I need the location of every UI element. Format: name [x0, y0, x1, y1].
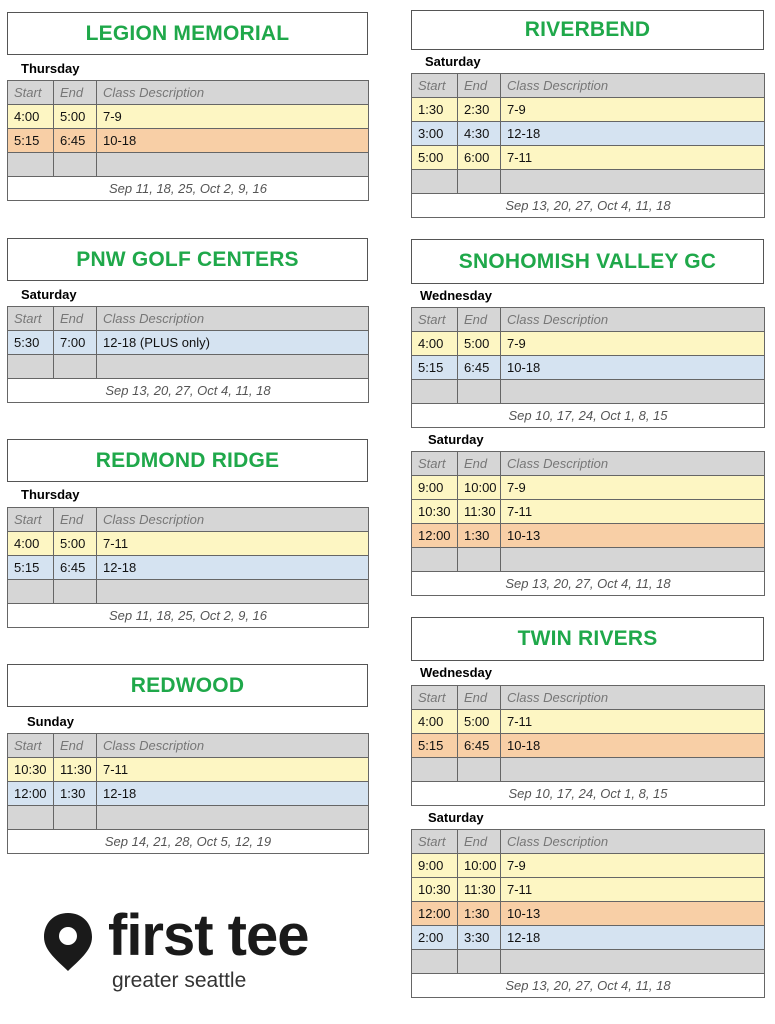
session-dates: Sep 11, 18, 25, Oct 2, 9, 16 [8, 604, 369, 628]
blank-cell [97, 580, 369, 604]
table-row [412, 500, 765, 524]
end-header: End [54, 307, 97, 331]
table-row [8, 532, 369, 556]
session-dates: Sep 13, 20, 27, Oct 4, 11, 18 [8, 379, 369, 403]
blank-cell [501, 950, 765, 974]
location-title: SNOHOMISH VALLEY GC [411, 239, 764, 284]
day-label: Saturday [428, 432, 484, 447]
table-row [8, 782, 369, 806]
blank-row [8, 153, 369, 177]
start-time: 10:30 [412, 500, 458, 524]
description-header: Class Description [501, 830, 765, 854]
blank-cell [501, 758, 765, 782]
table-row [8, 556, 369, 580]
class-description: 10-18 [501, 734, 765, 758]
logo-wordmark: first tee [108, 903, 309, 968]
session-dates: Sep 11, 18, 25, Oct 2, 9, 16 [8, 177, 369, 201]
day-label: Saturday [425, 54, 481, 69]
blank-cell [458, 170, 501, 194]
class-description: 7-9 [501, 332, 765, 356]
dates-row [412, 974, 765, 998]
blank-cell [458, 758, 501, 782]
table-row [412, 710, 765, 734]
class-description: 7-11 [97, 758, 369, 782]
table-row [412, 332, 765, 356]
end-time: 7:00 [54, 331, 97, 355]
class-description: 12-18 [501, 122, 765, 146]
end-header: End [54, 508, 97, 532]
day-label: Saturday [428, 810, 484, 825]
schedule-table [411, 307, 765, 428]
table-row [412, 122, 765, 146]
start-time: 10:30 [8, 758, 54, 782]
end-time: 2:30 [458, 98, 501, 122]
description-header: Class Description [97, 734, 369, 758]
dates-row [8, 604, 369, 628]
start-header: Start [412, 686, 458, 710]
end-time: 6:00 [458, 146, 501, 170]
class-description: 10-18 [97, 129, 369, 153]
start-time: 4:00 [412, 710, 458, 734]
end-time: 6:45 [458, 356, 501, 380]
start-time: 9:00 [412, 476, 458, 500]
end-time: 5:00 [54, 532, 97, 556]
table-row [412, 734, 765, 758]
blank-cell [458, 380, 501, 404]
class-description: 7-9 [501, 854, 765, 878]
start-time: 5:30 [8, 331, 54, 355]
blank-row [412, 380, 765, 404]
table-header-row [8, 734, 369, 758]
table-row [8, 129, 369, 153]
end-time: 5:00 [458, 710, 501, 734]
blank-row [412, 170, 765, 194]
schedule-table [411, 73, 765, 218]
table-row [412, 98, 765, 122]
dates-row [8, 830, 369, 854]
table-row [412, 878, 765, 902]
start-time: 1:30 [412, 98, 458, 122]
end-header: End [458, 74, 501, 98]
location-title: RIVERBEND [411, 10, 764, 50]
start-header: Start [8, 508, 54, 532]
blank-cell [54, 806, 97, 830]
end-time: 11:30 [458, 500, 501, 524]
start-header: Start [8, 307, 54, 331]
start-time: 4:00 [8, 105, 54, 129]
blank-cell [97, 806, 369, 830]
end-header: End [458, 686, 501, 710]
logo-subtitle: greater seattle [112, 969, 247, 992]
start-header: Start [8, 734, 54, 758]
location-pin-icon [42, 911, 94, 973]
class-description: 12-18 [501, 926, 765, 950]
class-description: 10-13 [501, 902, 765, 926]
schedule-table [411, 451, 765, 596]
day-label: Thursday [21, 487, 80, 502]
blank-row [412, 548, 765, 572]
class-description: 7-11 [97, 532, 369, 556]
description-header: Class Description [97, 81, 369, 105]
blank-cell [458, 950, 501, 974]
location-title: REDWOOD [7, 664, 368, 707]
start-time: 10:30 [412, 878, 458, 902]
class-description: 7-11 [501, 878, 765, 902]
end-time: 11:30 [54, 758, 97, 782]
table-row [412, 476, 765, 500]
description-header: Class Description [501, 74, 765, 98]
schedule-table [7, 80, 369, 201]
class-description: 12-18 [97, 556, 369, 580]
blank-row [8, 806, 369, 830]
class-description: 7-11 [501, 710, 765, 734]
day-label: Wednesday [420, 288, 493, 303]
end-header: End [458, 830, 501, 854]
class-description: 10-13 [501, 524, 765, 548]
table-row [412, 902, 765, 926]
first-tee-logo [42, 905, 342, 1000]
dates-row [412, 572, 765, 596]
end-time: 5:00 [54, 105, 97, 129]
blank-cell [8, 580, 54, 604]
end-header: End [458, 308, 501, 332]
start-time: 5:15 [412, 356, 458, 380]
start-time: 12:00 [8, 782, 54, 806]
table-header-row [412, 452, 765, 476]
blank-row [8, 580, 369, 604]
blank-cell [54, 153, 97, 177]
blank-cell [412, 758, 458, 782]
class-description: 12-18 [97, 782, 369, 806]
start-header: Start [412, 452, 458, 476]
end-time: 11:30 [458, 878, 501, 902]
end-time: 3:30 [458, 926, 501, 950]
schedule-table [411, 829, 765, 998]
table-row [8, 105, 369, 129]
table-row [412, 524, 765, 548]
end-time: 4:30 [458, 122, 501, 146]
table-header-row [8, 307, 369, 331]
class-description: 7-9 [97, 105, 369, 129]
end-time: 1:30 [54, 782, 97, 806]
location-title: LEGION MEMORIAL [7, 12, 368, 55]
end-time: 1:30 [458, 524, 501, 548]
blank-cell [97, 153, 369, 177]
session-dates: Sep 10, 17, 24, Oct 1, 8, 15 [412, 782, 765, 806]
blank-row [8, 355, 369, 379]
session-dates: Sep 13, 20, 27, Oct 4, 11, 18 [412, 194, 765, 218]
table-header-row [412, 830, 765, 854]
schedule-table [7, 306, 369, 403]
table-header-row [412, 74, 765, 98]
blank-cell [412, 950, 458, 974]
start-header: Start [8, 81, 54, 105]
start-time: 3:00 [412, 122, 458, 146]
table-header-row [412, 686, 765, 710]
end-header: End [54, 734, 97, 758]
session-dates: Sep 14, 21, 28, Oct 5, 12, 19 [8, 830, 369, 854]
start-time: 5:15 [412, 734, 458, 758]
table-row [412, 854, 765, 878]
start-time: 4:00 [412, 332, 458, 356]
end-time: 6:45 [458, 734, 501, 758]
blank-cell [412, 170, 458, 194]
class-description: 7-9 [501, 98, 765, 122]
end-time: 5:00 [458, 332, 501, 356]
table-row [412, 356, 765, 380]
start-time: 5:15 [8, 129, 54, 153]
class-description: 7-9 [501, 476, 765, 500]
blank-cell [97, 355, 369, 379]
table-header-row [8, 508, 369, 532]
start-time: 5:00 [412, 146, 458, 170]
table-header-row [8, 81, 369, 105]
blank-cell [8, 153, 54, 177]
blank-cell [54, 580, 97, 604]
dates-row [8, 177, 369, 201]
location-title: TWIN RIVERS [411, 617, 764, 661]
class-description: 12-18 (PLUS only) [97, 331, 369, 355]
end-header: End [458, 452, 501, 476]
blank-cell [458, 548, 501, 572]
dates-row [8, 379, 369, 403]
description-header: Class Description [501, 452, 765, 476]
start-time: 9:00 [412, 854, 458, 878]
location-title: REDMOND RIDGE [7, 439, 368, 482]
blank-cell [412, 380, 458, 404]
day-label: Thursday [21, 61, 80, 76]
table-row [412, 926, 765, 950]
blank-cell [501, 548, 765, 572]
start-time: 5:15 [8, 556, 54, 580]
day-label: Sunday [27, 714, 74, 729]
class-description: 7-11 [501, 500, 765, 524]
description-header: Class Description [97, 508, 369, 532]
start-header: Start [412, 74, 458, 98]
table-row [412, 146, 765, 170]
description-header: Class Description [501, 686, 765, 710]
description-header: Class Description [97, 307, 369, 331]
schedule-table [7, 733, 369, 854]
blank-cell [501, 170, 765, 194]
blank-cell [54, 355, 97, 379]
start-time: 4:00 [8, 532, 54, 556]
blank-row [412, 758, 765, 782]
start-time: 12:00 [412, 902, 458, 926]
dates-row [412, 194, 765, 218]
description-header: Class Description [501, 308, 765, 332]
end-time: 10:00 [458, 854, 501, 878]
session-dates: Sep 13, 20, 27, Oct 4, 11, 18 [412, 974, 765, 998]
table-row [8, 331, 369, 355]
blank-cell [8, 355, 54, 379]
blank-cell [412, 548, 458, 572]
end-time: 6:45 [54, 129, 97, 153]
schedule-table [411, 685, 765, 806]
blank-cell [8, 806, 54, 830]
day-label: Saturday [21, 287, 77, 302]
table-header-row [412, 308, 765, 332]
start-time: 2:00 [412, 926, 458, 950]
end-time: 10:00 [458, 476, 501, 500]
dates-row [412, 782, 765, 806]
blank-cell [501, 380, 765, 404]
start-header: Start [412, 830, 458, 854]
dates-row [412, 404, 765, 428]
start-time: 12:00 [412, 524, 458, 548]
table-row [8, 758, 369, 782]
schedule-table [7, 507, 369, 628]
session-dates: Sep 10, 17, 24, Oct 1, 8, 15 [412, 404, 765, 428]
class-description: 7-11 [501, 146, 765, 170]
start-header: Start [412, 308, 458, 332]
end-header: End [54, 81, 97, 105]
end-time: 1:30 [458, 902, 501, 926]
location-title: PNW GOLF CENTERS [7, 238, 368, 281]
class-description: 10-18 [501, 356, 765, 380]
day-label: Wednesday [420, 665, 493, 680]
end-time: 6:45 [54, 556, 97, 580]
session-dates: Sep 13, 20, 27, Oct 4, 11, 18 [412, 572, 765, 596]
blank-row [412, 950, 765, 974]
